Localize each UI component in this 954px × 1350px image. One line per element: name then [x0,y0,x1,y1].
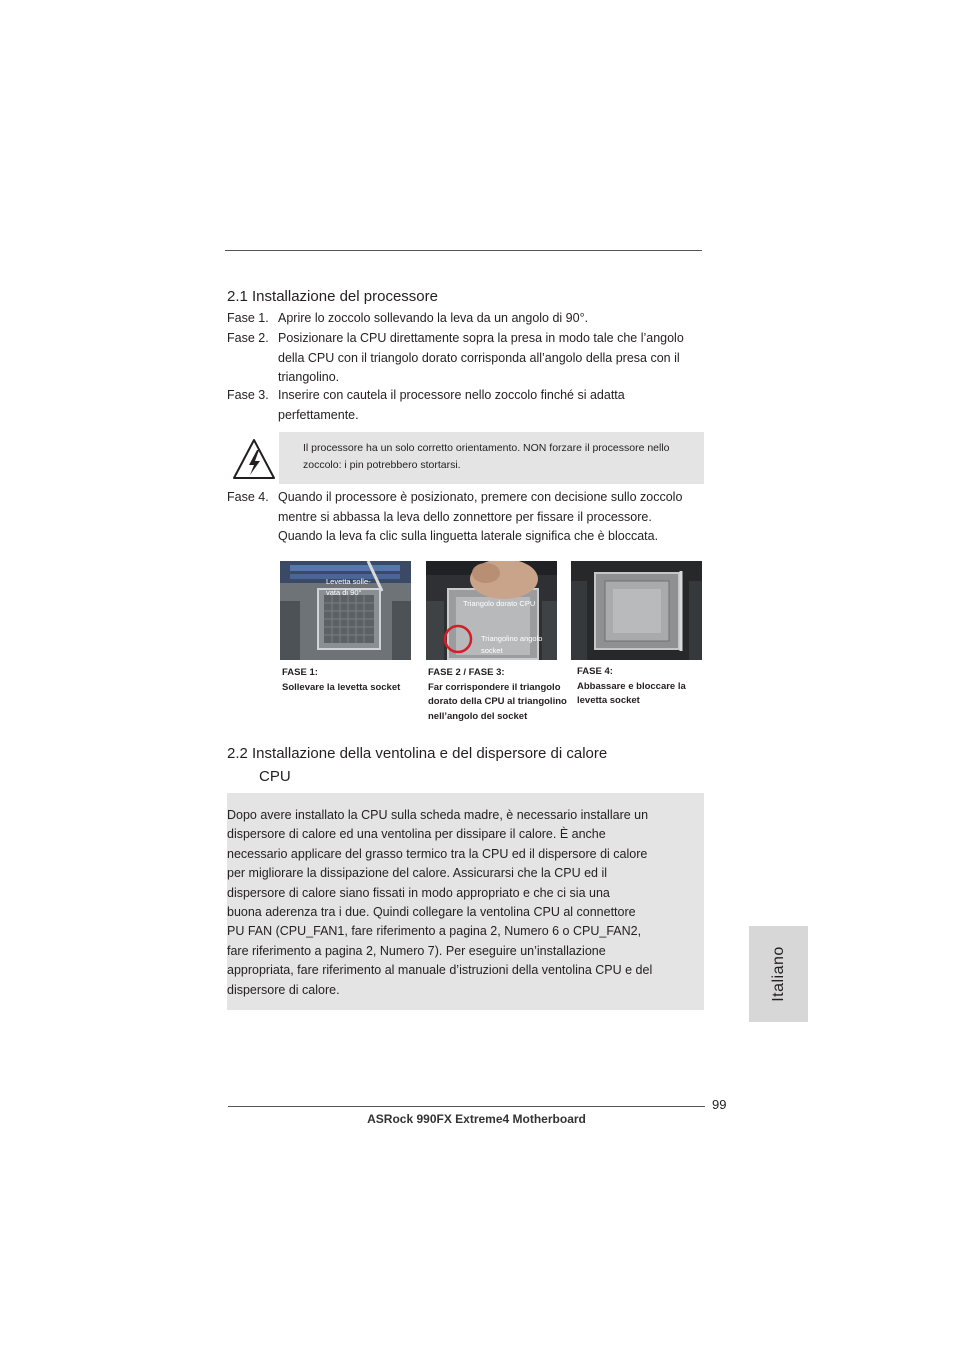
warning-icon [231,437,277,481]
section-title-heatsink [227,742,607,788]
bottom-divider [228,1106,705,1107]
photo-label-top: Triangolo dorato CPU [463,599,536,608]
step-text: Aprire lo zoccolo sollevando la leva da un angolo di 90°. [278,311,589,325]
title-line: CPU [259,768,291,785]
heatsink-body-text [227,806,687,1000]
photo-label-line: Levetta solle- [326,577,371,586]
caption-line: dorato della CPU al triangolino [428,696,567,707]
photo-label-line: socket [481,646,503,655]
step-4 [227,488,707,548]
body-line: Dopo avere installato la CPU sulla scheda madre, è necessario installare un [227,808,649,822]
caption-line: Far corrispondere il triangolo [428,681,561,693]
photo-caption-1 [282,666,400,695]
body-line: necessario applicare del grasso termico tra la CPU ed il dispersore di calore [227,846,648,861]
page-number: 99 [712,1097,727,1112]
caption-line: FASE 1: [282,667,318,678]
step-2 [227,329,707,389]
caption-line: Abbassare e bloccare la [577,680,686,692]
photo-label-line: Triangolino angolo [481,634,543,643]
caption-line: FASE 4: [577,666,613,677]
photo-label-line: vata di 90° [326,588,362,597]
step-label: Fase 2. [227,331,269,345]
language-tab-label: Italiano [769,946,787,1002]
language-tab [749,926,808,1022]
step-text: Posizionare la CPU direttamente sopra la presa in modo tale che l’angolo della CPU con il triangolo dorato corrisponda all’angolo della presa con il triangolino. [278,331,684,384]
caption-line: levetta socket [577,695,640,706]
photo-caption-3 [577,665,686,709]
title-line: 2.2 Installazione della ventolina e del dispersore di calore [227,745,608,762]
caption-line: FASE 2 / FASE 3: [428,667,505,678]
step-label: Fase 4. [227,490,269,504]
photo-step-2 [426,561,557,660]
step-text: Quando il processore è posizionato, premere con decisione sullo zoccolo mentre si abbassa la leva dello zonnettore per fissare il processore. Quando la leva fa clic sulla linguetta laterale significa che è bloccata. [278,490,683,543]
top-divider [225,250,702,251]
body-line: fare riferimento a pagina 2, Numero 7). Per eseguire un’installazione [227,943,606,958]
warning-text: Il processore ha un solo corretto orientamento. NON forzare il processore nello zoccolo: i pin potrebbero stortarsi. [303,442,670,471]
body-line: buona aderenza tra i due. Quindi collegare la ventolina CPU al connettore [227,905,636,920]
body-line: PU FAN (CPU_FAN1, fare riferimento a pagina 2, Numero 6 o CPU_FAN2, [227,924,642,939]
body-line: appropriata, fare riferimento al manuale d’istruzioni della ventolina CPU e del [227,963,653,978]
step-label: Fase 3. [227,388,269,402]
step-1 [227,309,707,329]
body-line: per migliorare la dissipazione del calore. Assicurarsi che la CPU ed il [227,866,608,881]
body-line: dispersore di calore siano fissati in modo appropriato e che ci sia una [227,885,610,900]
body-line: dispersore di calore. [227,982,340,997]
section-title-processor: 2.1 Installazione del processore [227,288,438,305]
photo-step-1 [280,561,411,660]
photo-caption-2 [428,666,567,724]
photo-step-4 [571,561,702,660]
body-line: dispersore di calore ed una ventolina per dissipare il calore. È anche [227,827,606,842]
step-text: Inserire con cautela il processore nello zoccolo finché si adatta perfettamente. [278,388,625,422]
step-3 [227,386,707,426]
caption-line: Sollevare la levetta socket [282,681,401,693]
step-label: Fase 1. [227,311,269,325]
caption-line: nell’angolo del socket [428,710,528,722]
footer-title: ASRock 990FX Extreme4 Motherboard [367,1112,586,1126]
